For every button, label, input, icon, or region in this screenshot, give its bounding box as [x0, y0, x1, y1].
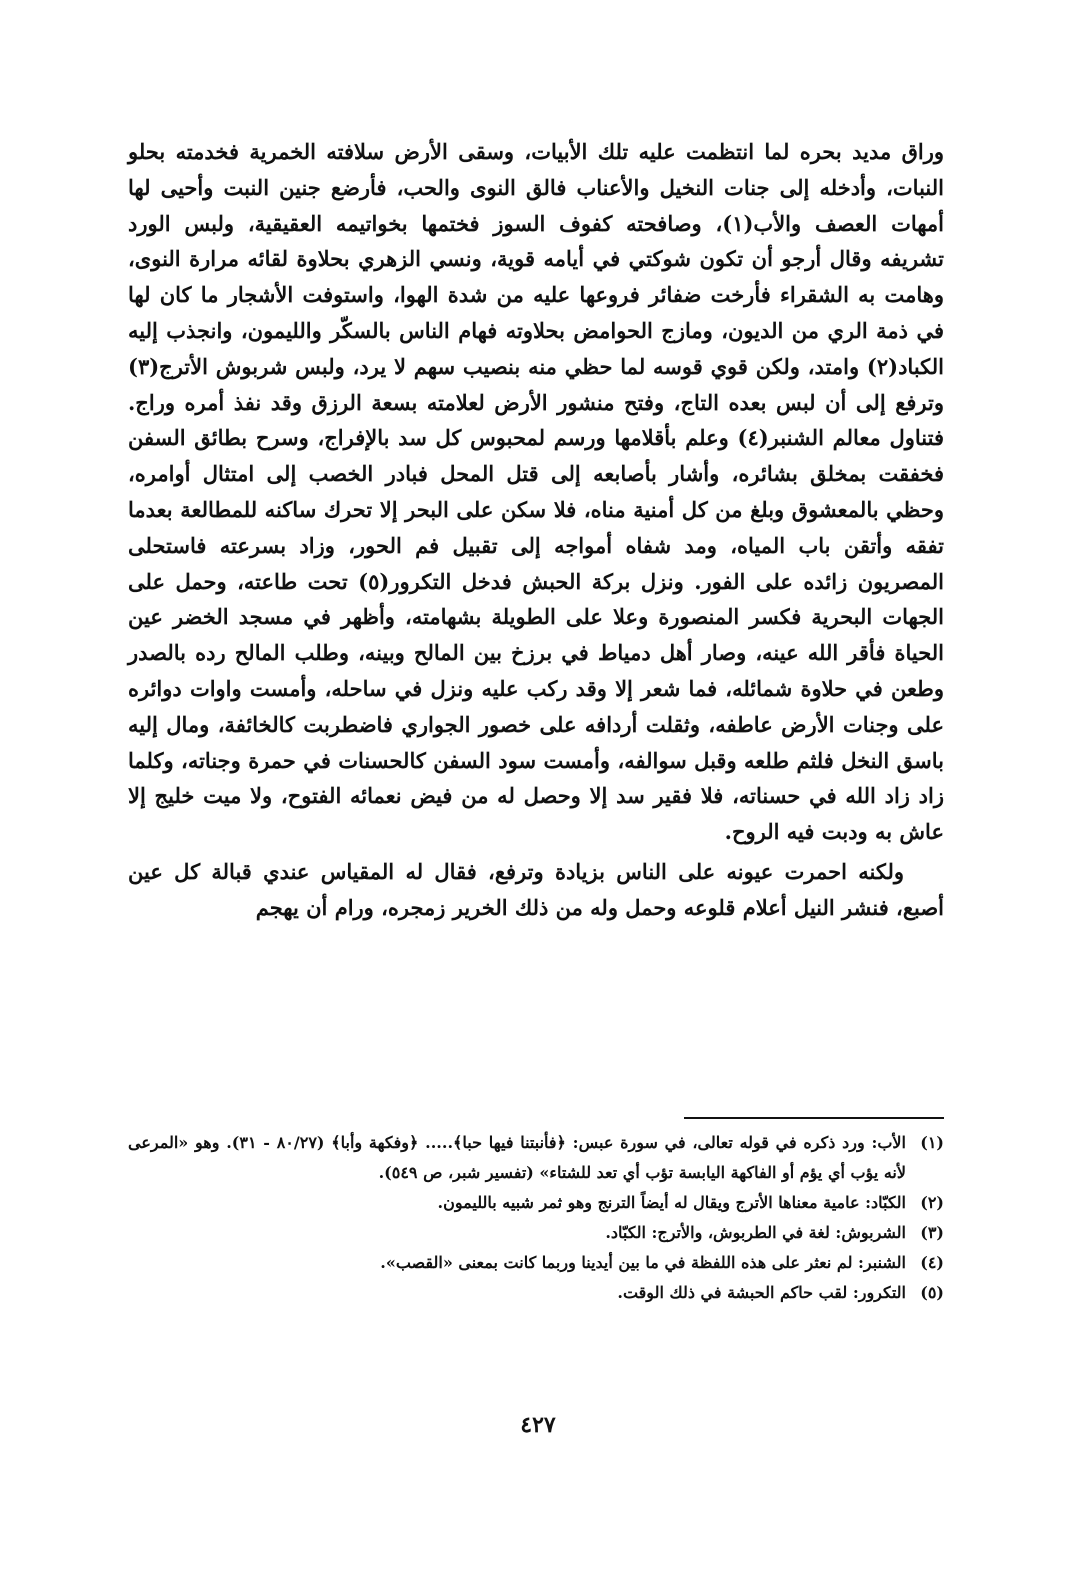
footnote-separator [684, 1117, 944, 1119]
footnote-number: (١) [920, 1133, 944, 1152]
footnote-text: الشنبر: لم نعثر على هذه اللفظة في ما بين أيدينا وربما كانت بمعنى «القصب». [380, 1253, 906, 1272]
footnote [128, 1248, 944, 1278]
footnote-text: الأب: ورد ذكره في قوله تعالى، في سورة عبس: ﴿فأنبتنا فيها حبا﴾..... ﴿وفكهة وأبا﴾ (٨٠/٢٧ - ٣١). وهو «المرعى لأنه يؤب أي يؤم أو الفاكهة اليابسة تؤب أي تعد للشتاء» (تفسير شبر، ص ٥٤٩). [128, 1133, 907, 1182]
footnote-number: (٣) [920, 1223, 944, 1242]
footnote-text: الشربوش: لغة في الطربوش، والأترج: الكبّاد. [605, 1223, 906, 1242]
footnote [128, 1278, 944, 1308]
footnote [128, 1218, 944, 1248]
paragraph: ولكنه احمرت عيونه على الناس بزيادة وترفع، فقال له المقياس عندي قبالة كل عين أصبع، فنشر النيل أعلام قلوعه وحمل وله من ذلك الخرير زمجره، ورام أن يهجم [128, 858, 944, 920]
paragraph: وراق مديد بحره لما انتظمت عليه تلك الأبيات، وسقى الأرض سلافته الخمرية فخدمته بحلو النبات، وأدخله إلى جنات النخيل والأعناب فالق النوى والحب، فأرضع جنين النبت وأحيى لها أمهات العصف والأب(١)، وصافحته كفوف السوز فختمها بخواتيمه العقيقية، ولبس الورد تشريفه وقال أرجو أن تكون شوكتي في أيامه قوية، ونسي الزهري بحلاوة لقائه مرارة النوى، وهامت به الشقراء فأرخت ضفائر فروعها عليه من شدة الهوا، واستوفت الأشجار ما كان لها في ذمة الري من الديون، ومازج الحوامض بحلاوته فهام الناس بالسكّر والليمون، وانجذب إليه الكباد(٢) وامتد، ولكن قوي قوسه لما حظي منه بنصيب سهم لا يرد، ولبس شربوش الأترج(٣) وترفع إلى أن لبس بعده التاج، وفتح منشور الأرض لعلامته بسعة الرزق وقد نفذ أمره وراج. فتناول معالم الشنبر(٤) وعلم بأقلامها ورسم لمحبوس كل سد بالإفراج، وسرح بطائق السفن فخفقت بمخلق بشائره، وأشار بأصابعه إلى قتل المحل فبادر الخصب إلى امتثال أوامره، وحظي بالمعشوق وبلغ من كل أمنية مناه، فلا سكن على البحر إلا تحرك ساكنه للمطالعة بعدما تفقه وأتقن باب المياه، ومد شفاه أمواجه إلى تقبيل فم الحور، وزاد بسرعته فاستحلى المصريون زائده على الفور. ونزل بركة الحبش فدخل التكرور(٥) تحت طاعته، وحمل على الجهات البحرية فكسر المنصورة وعلا على الطويلة بشهامته، وأظهر في مسجد الخضر عين الحياة فأقر الله عينه، وصار أهل دمياط في برزخ بين المالح وبينه، وطلب المالح رده بالصدر وطعن في حلاوة شمائله، فما شعر إلا وقد ركب عليه ونزل في ساحله، وأمست واوات دوائره على وجنات الأرض عاطفه، وثقلت أردافه على خصور الجواري فاضطربت كالخائفة، ومال إليه باسق النخل فلثم طلعه وقبل سوالفه، وأمست سود السفن كالحسنات في حمرة وجناته، وكلما زاد زاد الله في حسناته، فلا فقير سد إلا وحصل له من فيض نعمائه الفتوح، ولا ميت خليج إلا عاش به ودبت فيه الروح. [128, 139, 944, 845]
footnote [128, 1188, 944, 1218]
footnotes [128, 1128, 944, 1308]
main-text [128, 134, 944, 926]
footnote-text: التكرور: لقب حاكم الحبشة في ذلك الوقت. [617, 1283, 906, 1302]
footnote-number: (٥) [920, 1283, 944, 1302]
footnote-number: (٢) [920, 1193, 944, 1212]
footnote-number: (٤) [920, 1253, 944, 1272]
page-number: ٤٢٧ [520, 1412, 556, 1438]
footnote-text: الكبّاد: عامية معناها الأترج ويقال له أيضاً الترنج وهو ثمر شبيه بالليمون. [437, 1193, 906, 1212]
footnote [128, 1128, 944, 1188]
